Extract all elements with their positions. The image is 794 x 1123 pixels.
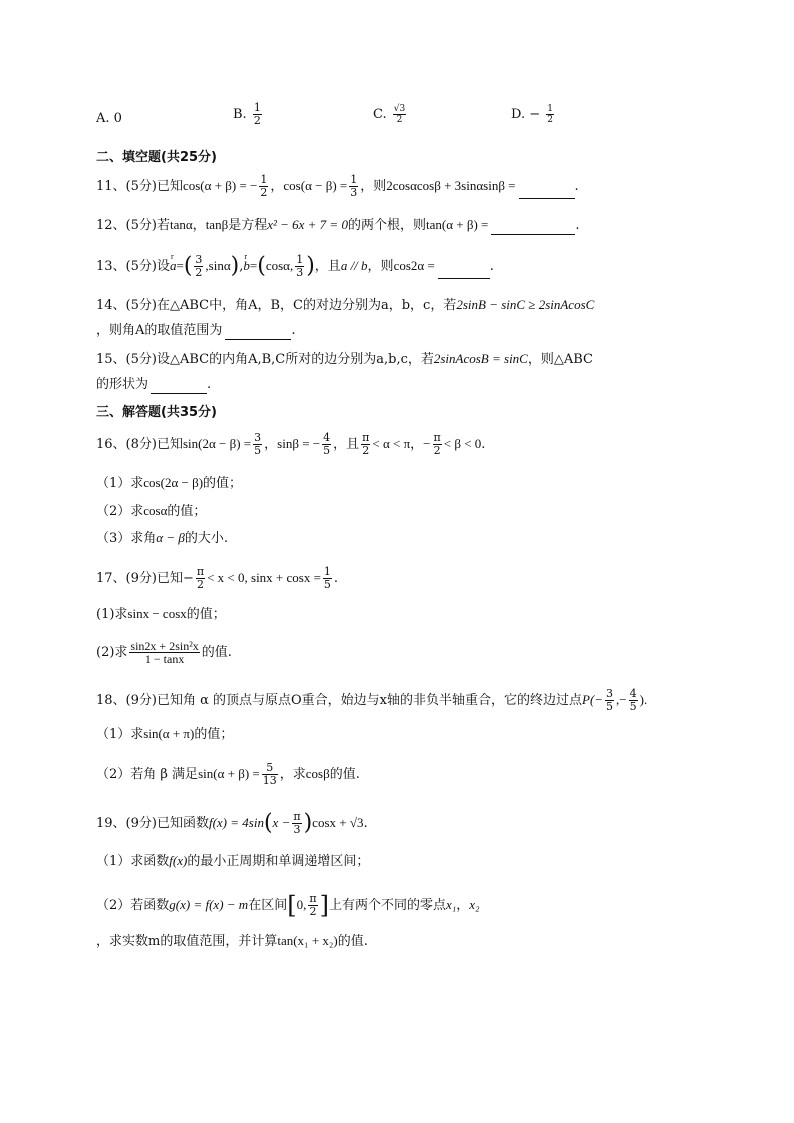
open-paren: ( bbox=[263, 810, 273, 836]
q19-p1-expr: f(x) bbox=[169, 853, 188, 868]
numerator: π bbox=[309, 892, 317, 905]
q16-expr2: sinβ = − bbox=[277, 436, 321, 451]
question-19 bbox=[96, 811, 368, 836]
q15-end: . bbox=[207, 377, 212, 392]
denominator: 2 bbox=[433, 444, 441, 457]
q15-text: 15、(5分)设△ABC的内角A,B,C所对的边分别为a,b,c，若 bbox=[96, 352, 434, 367]
q13-b-head: cosα, bbox=[265, 258, 294, 273]
q12-answer-blank bbox=[491, 220, 575, 235]
q18-p2-mid: ，求 bbox=[279, 767, 306, 782]
option-d-fraction bbox=[546, 104, 554, 125]
q16-expr4: < β < 0 bbox=[443, 436, 482, 451]
close-paren: ) bbox=[230, 253, 240, 279]
q16-mid3: ， bbox=[410, 437, 424, 452]
q11-expr1: cos(α + β) = − bbox=[182, 178, 258, 193]
q19-lead: 19、(9分)已知函数 bbox=[96, 816, 209, 831]
q15-text-2: 的形状为 bbox=[96, 377, 149, 392]
numerator: √3 bbox=[393, 104, 406, 114]
question-13 bbox=[96, 254, 494, 279]
q19-p2-tail: 上有两个不同的零点 bbox=[328, 898, 446, 913]
q19-inner: x − bbox=[272, 815, 291, 830]
question-15-line-2 bbox=[96, 376, 211, 394]
q18-frac2 bbox=[629, 688, 638, 713]
q17-p1-expr: sinx − cosx bbox=[127, 606, 187, 621]
q14-answer-blank bbox=[225, 325, 291, 340]
q19-part-1 bbox=[96, 852, 369, 871]
q13-answer-blank bbox=[438, 264, 490, 279]
q18-p2-tail: 的值. bbox=[329, 767, 360, 782]
question-14-line-1 bbox=[96, 296, 594, 315]
q17-end: . bbox=[333, 571, 339, 586]
q13-parallel: a // b bbox=[340, 258, 368, 273]
question-12 bbox=[96, 216, 580, 235]
q11-mid: ， bbox=[270, 179, 284, 194]
question-16 bbox=[96, 432, 485, 457]
q16-p1-tail: 的值； bbox=[203, 476, 243, 491]
q16-frac1 bbox=[253, 432, 262, 457]
q19-p1-tail: 的最小正周期和单调递增区间； bbox=[187, 854, 370, 869]
q16-frac2 bbox=[322, 432, 331, 457]
q18-point-end: ). bbox=[639, 692, 648, 707]
numerator: π bbox=[293, 810, 301, 823]
numerator: π bbox=[362, 431, 370, 444]
denominator: 13 bbox=[262, 774, 277, 787]
q13-comma: , bbox=[239, 259, 244, 274]
numerator: sin2x + 2sin²x bbox=[130, 639, 199, 653]
numerator: 5 bbox=[262, 762, 278, 775]
q11-answer-blank bbox=[519, 184, 575, 199]
q19-frac2 bbox=[308, 893, 317, 918]
option-c bbox=[373, 104, 408, 125]
q18-p1-tail: 的值； bbox=[194, 727, 234, 742]
q18-part-1 bbox=[96, 725, 233, 744]
q16-p1-expr: cos(2α − β) bbox=[143, 475, 204, 490]
q14-text-2: ，则角A的取值范围为 bbox=[96, 323, 223, 338]
option-d bbox=[511, 104, 556, 125]
option-c-label: C. bbox=[373, 107, 387, 122]
q13-frac2 bbox=[295, 254, 304, 279]
q19-line3-tail: 的值. bbox=[337, 934, 368, 949]
q17-p2-fraction bbox=[129, 640, 199, 665]
q16-part-3 bbox=[96, 529, 228, 548]
q16-expr1: sin(2α − β) = bbox=[182, 436, 252, 451]
open-bracket: [ bbox=[287, 891, 297, 920]
numerator: 1 bbox=[350, 173, 358, 186]
q11-tail: ，则 bbox=[360, 179, 387, 194]
numerator: 4 bbox=[629, 687, 637, 700]
q16-p3-expr: α − β bbox=[156, 530, 185, 545]
denominator: 2 bbox=[396, 115, 403, 125]
denominator: 5 bbox=[323, 444, 331, 457]
q16-p3-label: （3）求角 bbox=[96, 531, 157, 546]
q12-mid2: 是方程 bbox=[228, 218, 268, 233]
open-paren: ( bbox=[257, 253, 266, 279]
q19-p2-expr: g(x) = f(x) − m bbox=[169, 897, 249, 912]
q13-lead: 13、(5分)设 bbox=[96, 259, 170, 274]
q16-part-1 bbox=[96, 474, 242, 493]
close-paren: ) bbox=[303, 810, 313, 836]
q11-frac2 bbox=[349, 174, 358, 199]
q17-frac1 bbox=[196, 566, 205, 591]
q16-frac4 bbox=[433, 432, 442, 457]
q13-frac1 bbox=[194, 254, 203, 279]
q14-expr: 2sinB − sinC ≥ 2sinAcosC bbox=[456, 297, 595, 312]
q15-expr: 2sinAcosB = sinC bbox=[433, 351, 528, 366]
q16-expr3: < α < π bbox=[372, 436, 411, 451]
q19-x2: x₂ bbox=[469, 897, 480, 912]
q12-mid3: 的两个根，则 bbox=[347, 218, 426, 233]
q15-tail: ，则△ABC bbox=[527, 352, 593, 367]
q18-p1-label: （1）求 bbox=[96, 727, 144, 742]
q19-part-2 bbox=[96, 893, 480, 918]
numerator: 4 bbox=[323, 431, 331, 444]
option-b-label: B. bbox=[233, 107, 247, 122]
denominator: 2 bbox=[196, 578, 204, 591]
q13-eq: = bbox=[176, 258, 184, 273]
q17-lead: 17、(9分)已知− bbox=[96, 571, 194, 586]
q16-mid2: ，且 bbox=[333, 437, 360, 452]
denominator: 5 bbox=[323, 578, 331, 591]
denominator: 5 bbox=[606, 700, 614, 713]
q19-p2-mid: 在区间 bbox=[248, 898, 288, 913]
q13-eq2: = bbox=[249, 258, 258, 273]
question-14-line-2 bbox=[96, 322, 296, 340]
question-18 bbox=[96, 688, 647, 713]
numerator: 1 bbox=[296, 253, 304, 266]
denominator: 2 bbox=[195, 266, 203, 279]
numerator: 1 bbox=[323, 565, 331, 578]
q14-text: 14、(5分)在△ABC中，角A，B，C的对边分别为a，b，c，若 bbox=[96, 298, 457, 313]
q16-p3-tail: 的大小. bbox=[184, 531, 228, 546]
q12-expr4: tan(α + β) = bbox=[425, 217, 489, 232]
q13-mid: ，且 bbox=[314, 259, 341, 274]
q17-p1-label: (1)求 bbox=[96, 607, 128, 622]
q18-frac3 bbox=[262, 762, 278, 787]
q12-end: . bbox=[575, 218, 580, 233]
q19-line3-expr: tan(x₁ + x₂) bbox=[277, 933, 338, 948]
q19-p1-label: （1）求函数 bbox=[96, 854, 170, 869]
q12-lead: 12、(5分)若 bbox=[96, 218, 170, 233]
q12-expr2: tanβ bbox=[205, 217, 229, 232]
vector-a: r a bbox=[170, 257, 177, 275]
q19-expr1: f(x) = 4sin bbox=[208, 815, 264, 830]
q17-part-2 bbox=[96, 640, 232, 665]
numerator: 3 bbox=[254, 431, 262, 444]
numerator: 1 bbox=[253, 101, 261, 114]
q18-frac1 bbox=[605, 688, 614, 713]
q13-tail: ，则 bbox=[367, 259, 394, 274]
q17-frac2 bbox=[323, 566, 332, 591]
q19-interval-start: 0, bbox=[296, 897, 307, 912]
q18-lead: 18、(9分)已知角 α 的顶点与原点O重合，始边与x轴的非负半轴重合，它的终边过点 bbox=[96, 693, 582, 708]
q19-x1: x₁ bbox=[445, 897, 457, 912]
q19-p2-label: （2）若函数 bbox=[96, 898, 170, 913]
close-paren: ) bbox=[306, 253, 315, 279]
q16-part-2 bbox=[96, 502, 206, 521]
option-c-fraction bbox=[393, 104, 406, 125]
q16-neg: − bbox=[423, 436, 431, 451]
numerator: 1 bbox=[547, 104, 553, 114]
question-11 bbox=[96, 174, 579, 199]
q16-frac3 bbox=[361, 432, 370, 457]
numerator: 3 bbox=[606, 687, 614, 700]
q19-frac1 bbox=[292, 811, 301, 836]
q18-p2-label: （2）若角 β 满足 bbox=[96, 767, 199, 782]
denominator: 2 bbox=[362, 444, 370, 457]
denominator: 1 − tanx bbox=[144, 652, 185, 666]
question-17 bbox=[96, 566, 338, 591]
section-3-heading: 三、解答题(共35分) bbox=[96, 405, 217, 420]
q19-part-2-line-2 bbox=[96, 932, 368, 951]
denominator: 3 bbox=[296, 266, 304, 279]
section-2-heading: 二、填空题(共25分) bbox=[96, 150, 217, 165]
numerator: π bbox=[196, 565, 205, 578]
q13-expr: cos2α = bbox=[393, 258, 435, 273]
q19-end: . bbox=[363, 816, 368, 831]
q11-expr2: cos(α − β) = bbox=[283, 178, 348, 193]
q13-end: . bbox=[489, 259, 494, 274]
q19-line3-text: ，求实数m的取值范围，并计算 bbox=[96, 934, 278, 949]
q11-lead: 11、(5分)已知 bbox=[96, 179, 183, 194]
close-bracket: ] bbox=[319, 891, 329, 920]
q18-point: P(− bbox=[582, 692, 604, 707]
vector-b: r b bbox=[243, 257, 250, 275]
q18-p2-expr2: cosβ bbox=[305, 766, 330, 781]
q16-p2-expr: cosα bbox=[143, 503, 168, 518]
q11-frac1 bbox=[259, 174, 268, 199]
denominator: 2 bbox=[253, 114, 261, 127]
denominator: 3 bbox=[350, 186, 358, 199]
q16-p2-tail: 的值； bbox=[167, 504, 207, 519]
q17-p2-label: (2)求 bbox=[96, 645, 128, 660]
q19-sep: ， bbox=[456, 898, 470, 913]
q14-end: . bbox=[291, 323, 296, 338]
q12-mid1: ， bbox=[192, 218, 206, 233]
q19-expr2: cosx + √3 bbox=[312, 815, 364, 830]
q15-answer-blank bbox=[151, 379, 207, 394]
q18-p1-expr: sin(α + π) bbox=[143, 726, 195, 741]
q13-a-tail: ,sinα bbox=[205, 258, 231, 273]
q17-expr1: < x < 0, sinx + cosx = bbox=[207, 570, 321, 585]
option-b-fraction bbox=[253, 102, 262, 127]
q11-end: . bbox=[574, 179, 579, 194]
q16-end: . bbox=[481, 437, 486, 452]
numerator: π bbox=[433, 431, 441, 444]
q17-part-1 bbox=[96, 605, 226, 624]
q12-expr1: tanα bbox=[169, 217, 193, 232]
numerator: 3 bbox=[195, 253, 203, 266]
denominator: 5 bbox=[254, 444, 262, 457]
q17-p2-tail: 的值. bbox=[201, 645, 232, 660]
q18-part-2 bbox=[96, 762, 360, 787]
q16-lead: 16、(8分)已知 bbox=[96, 437, 183, 452]
denominator: 5 bbox=[629, 700, 637, 713]
numerator: 1 bbox=[260, 173, 268, 186]
q16-mid1: ， bbox=[264, 437, 278, 452]
q18-p2-expr: sin(α + β) = bbox=[198, 766, 260, 781]
open-paren: ( bbox=[183, 253, 193, 279]
q18-point-mid: ,− bbox=[616, 692, 627, 707]
question-15-line-1 bbox=[96, 350, 593, 369]
q12-expr3: x² − 6x + 7 = 0 bbox=[267, 217, 348, 232]
option-d-label: D. − bbox=[511, 107, 541, 122]
q16-p1-label: （1）求 bbox=[96, 476, 144, 491]
denominator: 3 bbox=[293, 823, 301, 836]
q17-p1-tail: 的值； bbox=[186, 607, 226, 622]
denominator: 2 bbox=[547, 115, 553, 125]
q11-expr3: 2cosαcosβ + 3sinαsinβ = bbox=[386, 178, 516, 193]
q16-p2-label: （2）求 bbox=[96, 504, 144, 519]
denominator: 2 bbox=[260, 186, 268, 199]
option-b bbox=[233, 102, 264, 127]
denominator: 2 bbox=[309, 905, 317, 918]
option-a: A. 0 bbox=[96, 111, 122, 126]
